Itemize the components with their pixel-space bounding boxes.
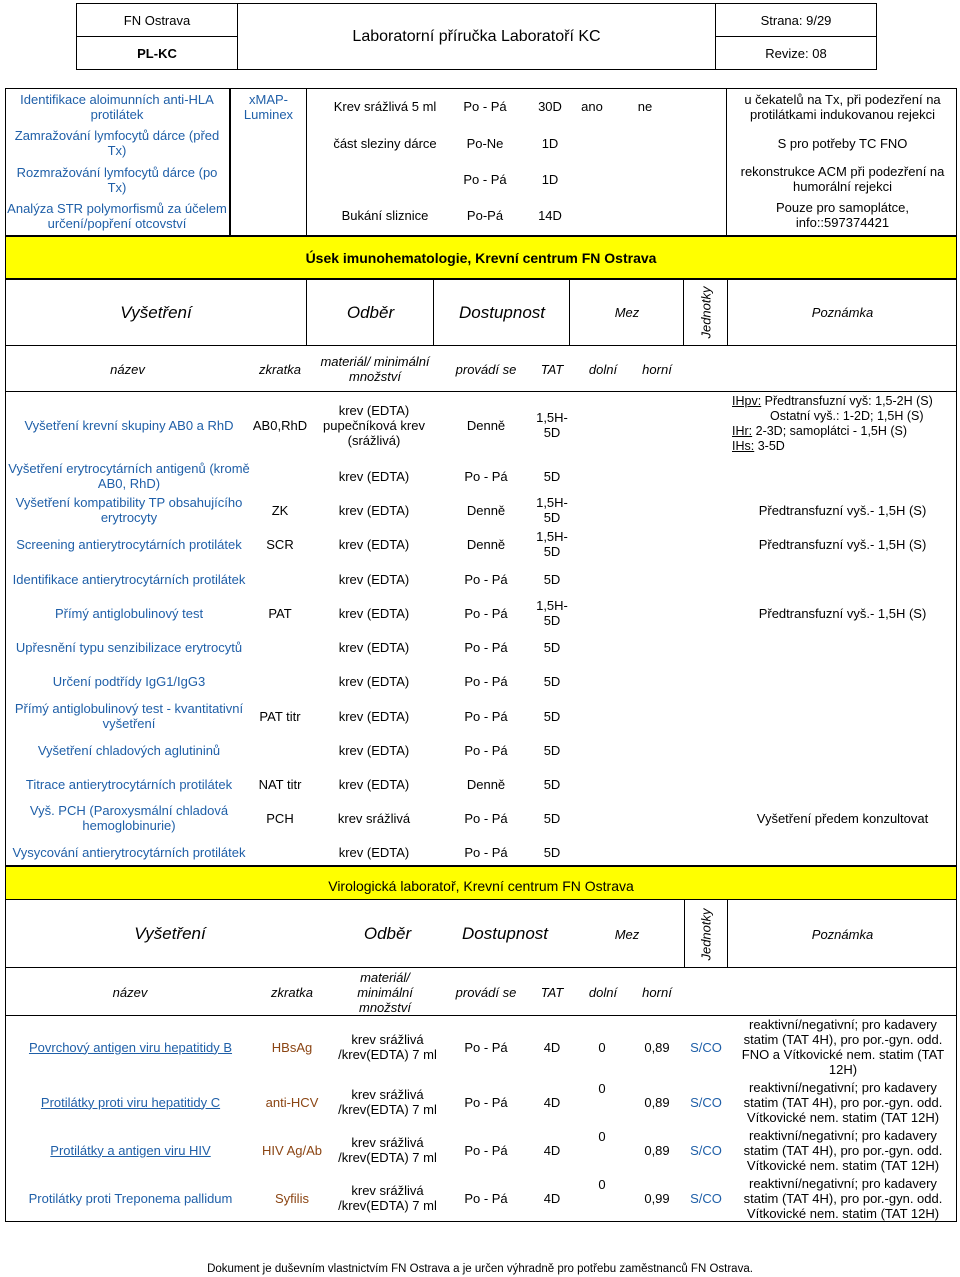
virology-material-2 <box>335 1126 440 1174</box>
virology-material-3 <box>335 1174 440 1222</box>
exam-name-0: Vyšetření krevní skupiny AB0 a RhD <box>24 417 234 433</box>
exam-abbr-7 <box>250 664 310 698</box>
note-ihr-text: 2-3D; samoplátci - 1,5H (S) <box>752 424 908 438</box>
hla-r1-tat: 30D <box>538 98 562 114</box>
sub-provadi: provádí se <box>455 361 517 377</box>
exam-note-2: Předtransfuzní vyš.- 1,5H (S) <box>758 502 927 518</box>
virology-dolni-2: 0 <box>598 1128 606 1144</box>
exam-name-2: Vyšetření kompatibility TP obsahujícího erytrocyty <box>15 495 243 525</box>
exam-name-7: Určení podtřídy IgG1/IgG3 <box>52 673 206 689</box>
virology-material-line2: /krev(EDTA) 7 ml <box>338 1047 437 1062</box>
section-title-virologie: Virologická laboratoř, Krevní centrum FN Ostrava <box>328 878 634 894</box>
exam-tat-9: 5D <box>543 742 561 758</box>
hla-r1-a: ano <box>581 98 603 114</box>
note-ihpv-text: Předtransfuzní vyš: 1,5-2H (S) <box>761 394 933 408</box>
hla-r2-material: část sleziny dárce <box>333 135 437 151</box>
col-vysetreni: Vyšetření <box>120 302 192 322</box>
virology-material-line2: /krev(EDTA) 7 ml <box>338 1102 437 1117</box>
hla-name-3: Analýza STR polymorfismů za účelem určení/popření otcovství <box>7 201 227 231</box>
col2-odber: Odběr <box>363 924 412 943</box>
exam-note-11: Vyšetření předem konzultovat <box>756 810 929 826</box>
exam-abbr-4 <box>250 562 310 596</box>
sub-zkratka: zkratka <box>259 361 301 377</box>
hla-r4-note: Pouze pro samoplátce, info::597374421 <box>776 200 909 230</box>
exam-material-2: krev (EDTA) <box>338 502 410 518</box>
exam-note-12 <box>730 835 955 869</box>
exam-note-1 <box>730 459 955 493</box>
virology-note-2: reaktivní/negativní; pro kadavery statim (TAT 4H), pro por.-gyn. odd. Vítkovické nem. statim (TAT 12H) <box>743 1127 943 1173</box>
virology-abbr-0: HBsAg <box>271 1039 313 1055</box>
exam-tat-5: 1,5H-5D <box>536 598 568 628</box>
exam-provadi-11: Po - Pá <box>464 810 508 826</box>
sub-material: materiál/ minimální množství <box>320 354 430 384</box>
virology-provadi-3: Po - Pá <box>464 1190 508 1206</box>
exam-material-7: krev (EDTA) <box>338 673 410 689</box>
note-ihr: IHr: <box>732 424 753 438</box>
col2-jednotky: Jednotky <box>698 907 714 961</box>
sub-tat: TAT <box>540 361 564 377</box>
col2-poznamka: Poznámka <box>811 926 874 942</box>
col2-mez: Mez <box>614 926 640 942</box>
virology-unit-0: S/CO <box>690 1039 722 1055</box>
hla-r2-tat: 1D <box>541 135 559 151</box>
hla-r3-provadi: Po - Pá <box>463 171 507 187</box>
virology-material-line2: /krev(EDTA) 7 ml <box>338 1198 437 1213</box>
virology-unit-3: S/CO <box>690 1190 722 1206</box>
exam-tat-3: 1,5H-5D <box>536 529 568 559</box>
header-org: FN Ostrava <box>77 4 238 37</box>
exam-tat-2: 1,5H-5D <box>536 495 568 525</box>
col-dostupnost: Dostupnost <box>459 302 545 322</box>
col-jednotky: Jednotky <box>698 286 714 339</box>
exam-tat-11: 5D <box>543 810 561 826</box>
exam-provadi-4: Po - Pá <box>464 571 508 587</box>
virology-provadi-0: Po - Pá <box>464 1039 508 1055</box>
virology-dolni-1: 0 <box>598 1080 606 1096</box>
exam-provadi-12: Po - Pá <box>464 844 508 860</box>
exam-tat-7: 5D <box>543 673 561 689</box>
page-footer: Dokument je duševním vlastnictvím FN Ostrava a je určen výhradně pro potřebu zaměstnanců FN Ostrava. <box>207 1263 753 1275</box>
header-page: Strana: 9/29 <box>716 4 877 37</box>
exam-tat-4: 5D <box>543 571 561 587</box>
sub-nazev: název <box>110 361 145 377</box>
hla-r1-provadi: Po - Pá <box>463 98 507 114</box>
exam-material-11: krev srážlivá <box>337 810 411 826</box>
exam-provadi-9: Po - Pá <box>464 742 508 758</box>
virology-horni-2: 0,89 <box>644 1142 670 1158</box>
virology-material-line1: krev srážlivá <box>351 1135 424 1150</box>
exam-abbr-12 <box>250 835 310 869</box>
exam-abbr-1 <box>250 459 310 493</box>
exam-material-4: krev (EDTA) <box>338 571 410 587</box>
col-poznamka: Poznámka <box>811 305 874 320</box>
virology-unit-2: S/CO <box>690 1142 722 1158</box>
virology-horni-3: 0,99 <box>644 1190 670 1206</box>
exam-name-1: Vyšetření erytrocytárních antigenů (kromě AB0, RhD) <box>8 461 250 491</box>
sub2-dolni: dolní <box>588 984 618 1000</box>
exam-material-1: krev (EDTA) <box>338 468 410 484</box>
note-ihs: IHs: <box>732 439 755 453</box>
exam-provadi-10: Denně <box>466 776 506 792</box>
hla-r4-material: Bukání sliznice <box>341 207 429 223</box>
virology-name-2: Protilátky a antigen viru HIV <box>50 1142 211 1158</box>
exam-tat-10: 5D <box>543 776 561 792</box>
col2-vysetreni: Vyšetření <box>134 924 206 943</box>
exam-abbr-2: ZK <box>271 502 289 518</box>
hla-name-2: Rozmražování lymfocytů dárce (po Tx) <box>16 165 218 195</box>
sub2-nazev: název <box>112 984 148 1000</box>
exam-name-5: Přímý antiglobulinový test <box>54 605 204 621</box>
abo-note <box>732 394 954 454</box>
col-mez: Mez <box>614 305 640 320</box>
exam-material-9: krev (EDTA) <box>338 742 410 758</box>
hla-method: xMAP-Luminex <box>243 92 294 122</box>
exam-provadi-1: Po - Pá <box>464 468 508 484</box>
virology-abbr-2: HIV Ag/Ab <box>262 1142 322 1158</box>
exam-note-7 <box>730 664 955 698</box>
hla-r4-provadi: Po-Pá <box>466 207 504 223</box>
hla-r3-tat: 1D <box>541 171 559 187</box>
virology-provadi-1: Po - Pá <box>464 1094 508 1110</box>
virology-abbr-1: anti-HCV <box>265 1094 319 1110</box>
sub-dolni: dolní <box>588 361 618 377</box>
virology-note-1: reaktivní/negativní; pro kadavery statim (TAT 4H), pro por.-gyn. odd. Vítkovické nem. statim (TAT 12H) <box>743 1079 943 1125</box>
exam-name-10: Titrace antierytrocytárních protilátek <box>25 776 233 792</box>
exam-tat-0: 1,5H-5D <box>536 410 568 440</box>
hla-r3-note: rekonstrukce ACM při podezření na humorální rejekci <box>740 164 945 194</box>
exam-abbr-8: PAT titr <box>259 708 301 724</box>
exam-provadi-7: Po - Pá <box>464 673 508 689</box>
virology-material-1 <box>335 1078 440 1126</box>
exam-abbr-11: PCH <box>266 810 294 826</box>
virology-tat-0: 4D <box>543 1039 561 1055</box>
virology-name-0: Povrchový antigen viru hepatitidy B <box>28 1039 233 1055</box>
virology-material-0 <box>335 1016 440 1078</box>
exam-name-8: Přímý antiglobulinový test - kvantitativní vyšetření <box>14 701 244 731</box>
exam-material-0: krev (EDTA) pupečníková krev (srážlivá) <box>323 402 425 448</box>
exam-name-9: Vyšetření chladových aglutininů <box>37 742 221 758</box>
virology-material-line2: /krev(EDTA) 7 ml <box>338 1150 437 1165</box>
exam-note-10 <box>730 767 955 801</box>
sub2-provadi: provádí se <box>455 984 517 1000</box>
exam-provadi-2: Denně <box>466 502 506 518</box>
exam-note-3: Předtransfuzní vyš.- 1,5H (S) <box>758 536 927 552</box>
hla-r1-note: u čekatelů na Tx, při podezření na protilátkami indukovanou rejekci <box>744 92 941 122</box>
hla-name-0: Identifikace aloimunních anti-HLA protilátek <box>20 92 214 122</box>
exam-material-12: krev (EDTA) <box>338 844 410 860</box>
sub2-horni: horní <box>642 984 672 1000</box>
exam-tat-8: 5D <box>543 708 561 724</box>
hla-name-1: Zamražování lymfocytů dárce (před Tx) <box>14 128 220 158</box>
exam-name-3: Screening antierytrocytárních protilátek <box>16 536 242 552</box>
exam-abbr-0: AB0,RhD <box>252 417 308 433</box>
sub2-material: materiál/ minimální množství <box>357 969 413 1015</box>
exam-material-5: krev (EDTA) <box>338 605 410 621</box>
virology-tat-3: 4D <box>543 1190 561 1206</box>
exam-name-6: Upřesnění typu senzibilizace erytrocytů <box>15 639 243 655</box>
exam-abbr-3: SCR <box>266 536 294 552</box>
exam-note-4 <box>730 562 955 596</box>
virology-horni-0: 0,89 <box>644 1039 670 1055</box>
exam-abbr-6 <box>250 630 310 664</box>
sub2-zkratka: zkratka <box>271 984 313 1000</box>
virology-material-line1: krev srážlivá <box>351 1087 424 1102</box>
header-revision: Revize: 08 <box>716 37 877 70</box>
exam-name-12: Vysycování antierytrocytárních protilátek <box>12 844 246 860</box>
exam-note-5: Předtransfuzní vyš.- 1,5H (S) <box>758 605 927 621</box>
virology-material-line1: krev srážlivá <box>351 1032 424 1047</box>
col-odber: Odběr <box>346 302 395 322</box>
virology-unit-1: S/CO <box>690 1094 722 1110</box>
hla-r1-material: Krev srážlivá 5 ml <box>333 98 437 114</box>
exam-provadi-3: Denně <box>466 536 506 552</box>
exam-tat-1: 5D <box>543 468 561 484</box>
virology-name-1: Protilátky proti viru hepatitidy C <box>40 1094 221 1110</box>
exam-material-8: krev (EDTA) <box>338 708 410 724</box>
virology-material-line1: krev srážlivá <box>351 1183 424 1198</box>
exam-note-9 <box>730 733 955 767</box>
exam-name-11: Vyš. PCH (Paroxysmální chladová hemoglobinurie) <box>29 803 229 833</box>
hla-r1-b: ne <box>637 98 653 114</box>
virology-provadi-2: Po - Pá <box>464 1142 508 1158</box>
note-ostatni: Ostatní vyš.: 1-2D; 1,5H (S) <box>770 409 924 423</box>
virology-dolni-0: 0 <box>598 1039 606 1055</box>
exam-abbr-10: NAT titr <box>258 776 302 792</box>
exam-name-4: Identifikace antierytrocytárních protilátek <box>12 571 246 587</box>
virology-dolni-3: 0 <box>598 1176 606 1192</box>
exam-provadi-8: Po - Pá <box>464 708 508 724</box>
virology-tat-1: 4D <box>543 1094 561 1110</box>
hla-r4-tat: 14D <box>538 207 562 223</box>
exam-material-3: krev (EDTA) <box>338 536 410 552</box>
virology-tat-2: 4D <box>543 1142 561 1158</box>
exam-material-10: krev (EDTA) <box>338 776 410 792</box>
exam-abbr-9 <box>250 733 310 767</box>
exam-tat-6: 5D <box>543 639 561 655</box>
header-dept: PL-KC <box>77 37 238 70</box>
exam-material-6: krev (EDTA) <box>338 639 410 655</box>
exam-note-8 <box>730 699 955 733</box>
virology-note-3: reaktivní/negativní; pro kadavery statim (TAT 4H), pro por.-gyn. odd. Vítkovické nem. statim (TAT 12H) <box>743 1175 943 1221</box>
document-header <box>76 3 877 70</box>
note-ihs-text: 3-5D <box>754 439 785 453</box>
virology-abbr-3: Syfilis <box>275 1190 309 1206</box>
virology-name-3: Protilátky proti Treponema pallidum <box>28 1190 233 1206</box>
hla-r2-note: S pro potřeby TC FNO <box>777 135 908 151</box>
exam-provadi-6: Po - Pá <box>464 639 508 655</box>
col2-dostupnost: Dostupnost <box>462 924 548 943</box>
header-title: Laboratorní příručka Laboratoří KC <box>238 4 716 70</box>
note-ihpv: IHpv: <box>732 394 762 408</box>
exam-provadi-0: Denně <box>466 417 506 433</box>
section-title-imunohematologie: Úsek imunohematologie, Krevní centrum FN Ostrava <box>5 236 957 279</box>
sub2-tat: TAT <box>540 984 564 1000</box>
exam-provadi-5: Po - Pá <box>464 605 508 621</box>
exam-tat-12: 5D <box>543 844 561 860</box>
virology-note-0: reaktivní/negativní; pro kadavery statim (TAT 4H), pro por.-gyn. odd. FNO a Vítkovické nem. statim (TAT 12H) <box>741 1017 945 1077</box>
sub-horni: horní <box>642 361 672 377</box>
exam-note-6 <box>730 630 955 664</box>
virology-horni-1: 0,89 <box>644 1094 670 1110</box>
exam-abbr-5: PAT <box>268 605 292 621</box>
hla-r2-provadi: Po-Ne <box>466 135 504 151</box>
